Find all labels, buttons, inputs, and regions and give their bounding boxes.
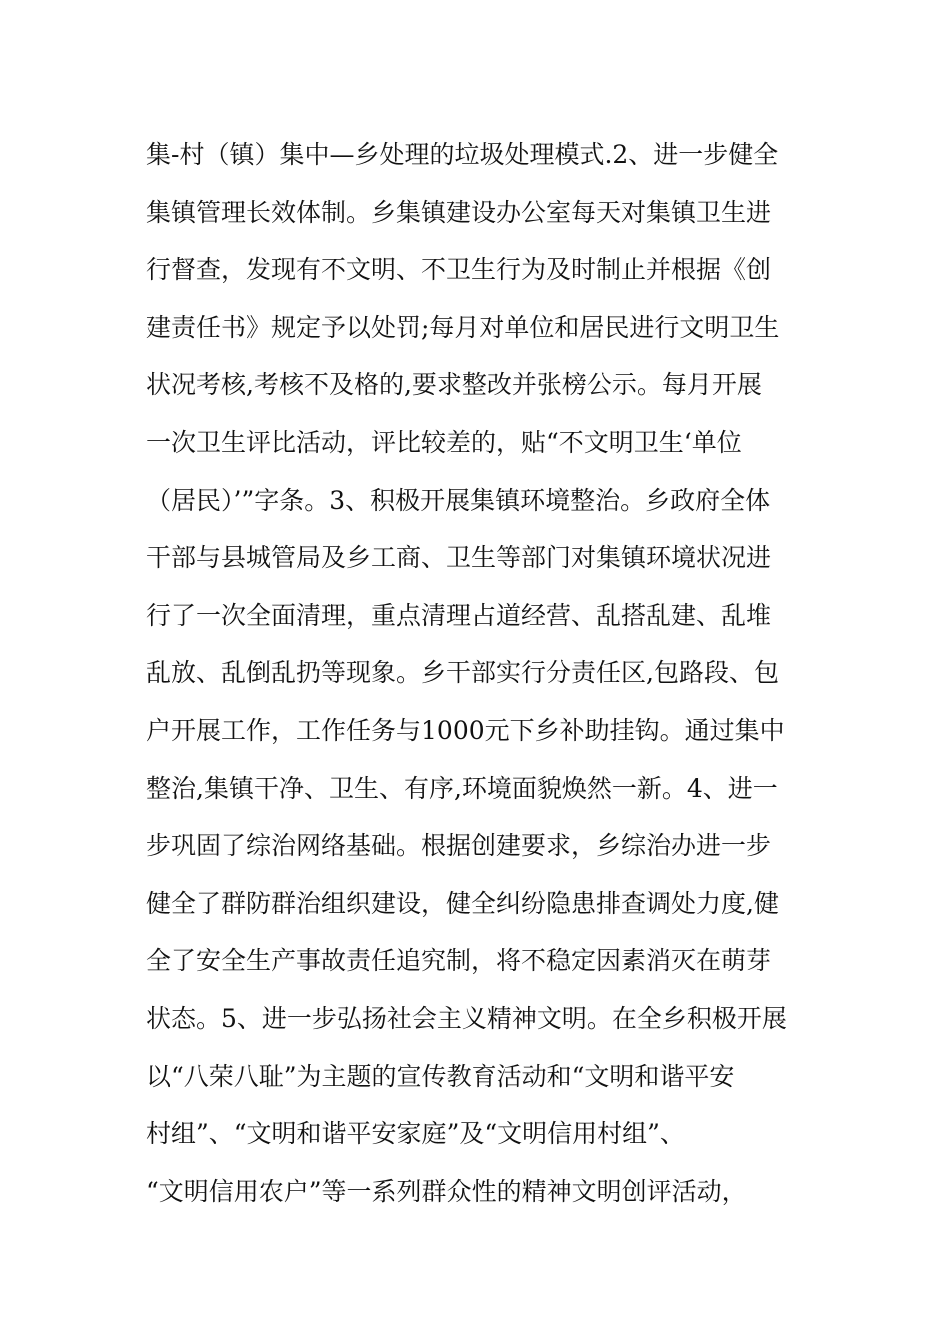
text-line: 建责任书》规定予以处罚;每月对单位和居民进行文明卫生	[146, 312, 780, 342]
text-line: 集-村（镇）集中—乡处理的垃圾处理模式.2、进一步健全	[146, 140, 779, 169]
text-line: 状态。5、进一步弘扬社会主义精神文明。在全乡积极开展	[146, 1003, 787, 1033]
text-line: 行督查，发现有不文明、不卫生行为及时制止并根据《创	[146, 255, 772, 285]
body-paragraph	[146, 126, 816, 1220]
text-line: 一次卫生评比活动，评比较差的，贴“不文明卫生‘单位	[146, 427, 742, 457]
text-line: 干部与县城管局及乡工商、卫生等部门对集镇环境状况进	[146, 543, 772, 573]
text-line: 集镇管理长效体制。乡集镇建设办公室每天对集镇卫生进	[146, 197, 772, 227]
text-line: 全了安全生产事故责任追究制，将不稳定因素消灭在萌芽	[146, 946, 772, 976]
text-line: 乱放、乱倒乱扔等现象。乡干部实行分责任区,包路段、包	[146, 658, 779, 688]
text-line: 整治,集镇干净、卫生、有序,环境面貌焕然一新。4、进一	[146, 773, 778, 803]
text-line: 行了一次全面清理，重点清理占道经营、乱搭乱建、乱堆	[146, 600, 772, 630]
text-line: 步巩固了综治网络基础。根据创建要求，乡综治办进一步	[146, 831, 772, 861]
text-line: 村组”、“文明和谐平安家庭”及“文明信用村组”、	[146, 1119, 685, 1149]
text-line: “文明信用农户”等一系列群众性的精神文明创评活动，	[146, 1176, 747, 1206]
text-line: 户开展工作，工作任务与1000元下乡补助挂钩。通过集中	[146, 715, 785, 745]
text-line: 以“八荣八耻”为主题的宣传教育活动和“文明和谐平安	[146, 1061, 735, 1091]
text-line: 状况考核,考核不及格的,要求整改并张榜公示。每月开展	[146, 370, 762, 400]
text-line: 健全了群防群治组织建设，健全纠纷隐患排查调处力度,健	[146, 888, 779, 918]
text-line: （居民）’”字条。3、积极开展集镇环境整治。乡政府全体	[146, 485, 771, 515]
